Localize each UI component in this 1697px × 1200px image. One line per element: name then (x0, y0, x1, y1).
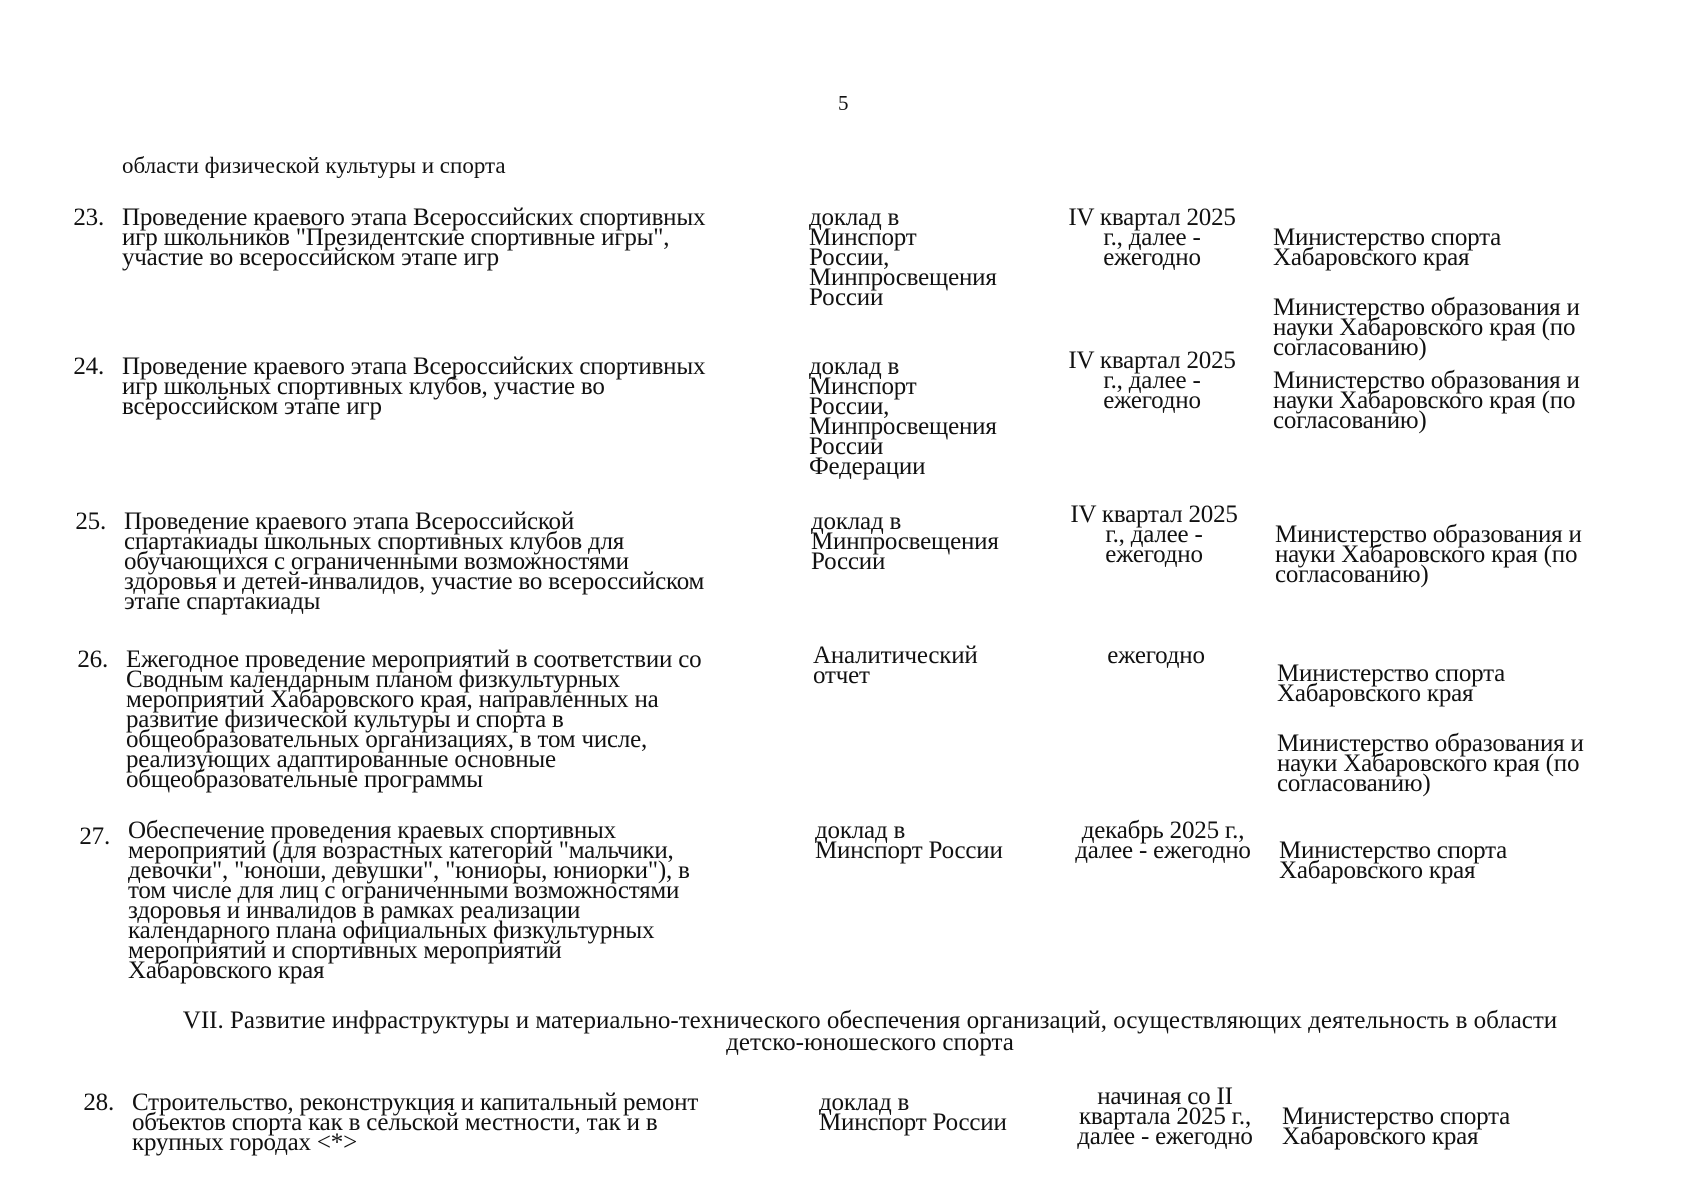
row-executors (1277, 644, 1677, 814)
executor: Министерство спорта Хабаровского края (1282, 1103, 1511, 1150)
page-number: 5 (838, 91, 849, 115)
row-number: 25. (75, 508, 106, 535)
executor: Министерство образования и науки Хабаровского края (по согласованию) (1275, 521, 1582, 588)
executor: Министерство образования и науки Хабаровского края (по согласованию) (1273, 294, 1580, 361)
row-executors (1275, 505, 1675, 605)
row-activity: Проведение краевого этапа Всероссийских спортивных игр школьников "Президентские спортивные игры", участие во всероссийском этапе игр (122, 204, 706, 271)
row-report: доклад в Минспорт России (815, 817, 1003, 864)
row-deadline: начиная со II квартала 2025 г., далее - ежегодно (1077, 1083, 1253, 1150)
row-deadline: IV квартал 2025 г., далее - ежегодно (1070, 501, 1238, 568)
section-title: VII. Развитие инфраструктуры и материально-технического обеспечения организаций, осуществляющих деятельность в области детско-юношеского спорта (182, 1007, 1558, 1056)
row-number: 28. (83, 1089, 114, 1116)
row-deadline: IV квартал 2025 г., далее - ежегодно (1068, 347, 1236, 414)
row-number: 23. (73, 204, 104, 231)
row-activity: Проведение краевого этапа Всероссийских спортивных игр школьных спортивных клубов, участие во всероссийском этапе игр (122, 353, 706, 420)
row-deadline: декабрь 2025 г., далее - ежегодно (1075, 817, 1251, 864)
executor: Министерство спорта Хабаровского края (1279, 837, 1508, 884)
row-deadline: ежегодно (1107, 642, 1205, 669)
row-activity: Обеспечение проведения краевых спортивных мероприятий (для возрастных категорий "мальчики, девочки", "юноши, девушки", "юниоры, юниорки"), в том числе для лиц с ограниченными возможностями здоровья и инвалидов в рамках реализации календарного плана официальных физкультурных мероприятий и спортивных мероприятий Хабаровского края (128, 817, 690, 984)
row-executors (1273, 351, 1673, 451)
row-report: доклад в Минпросвещения России (811, 508, 999, 575)
row-activity: Строительство, реконструкция и капитальный ремонт объектов спорта как в сельской местности, так и в крупных городах <*> (132, 1089, 699, 1156)
continuation-text: области физической культуры и спорта (122, 153, 506, 178)
row-number: 24. (73, 353, 104, 380)
executor: Министерство спорта Хабаровского края (1273, 224, 1502, 271)
executor: Министерство образования и науки Хабаровского края (по согласованию) (1273, 367, 1580, 434)
row-number: 26. (77, 646, 108, 673)
row-executors (1282, 1087, 1682, 1167)
row-executors (1279, 821, 1679, 901)
row-report: Аналитический отчет (813, 642, 978, 689)
row-report: доклад в Минспорт России (819, 1089, 1007, 1136)
row-activity: Проведение краевого этапа Всероссийской спартакиады школьных спортивных клубов для обучающихся с ограниченными возможностями здоровья и детей-инвалидов, участие во всероссийском этапе спартакиады (124, 508, 705, 615)
row-deadline: IV квартал 2025 г., далее - ежегодно (1068, 204, 1236, 271)
row-activity: Ежегодное проведение мероприятий в соответствии со Сводным календарным планом физкультурных мероприятий Хабаровского края, направленных на развитие физической культуры и спорта в общеобразовательных организациях, в том числе, реализующих адаптированные основные общеобразовательные программы (126, 646, 702, 793)
row-report: доклад в Минспорт России, Минпросвещения России (809, 204, 997, 311)
executor: Министерство образования и науки Хабаровского края (по согласованию) (1277, 730, 1584, 797)
row-number: 27. (79, 823, 110, 850)
executor: Министерство спорта Хабаровского края (1277, 660, 1506, 707)
row-report: доклад в Минспорт России, Минпросвещения России Федерации (809, 353, 997, 480)
